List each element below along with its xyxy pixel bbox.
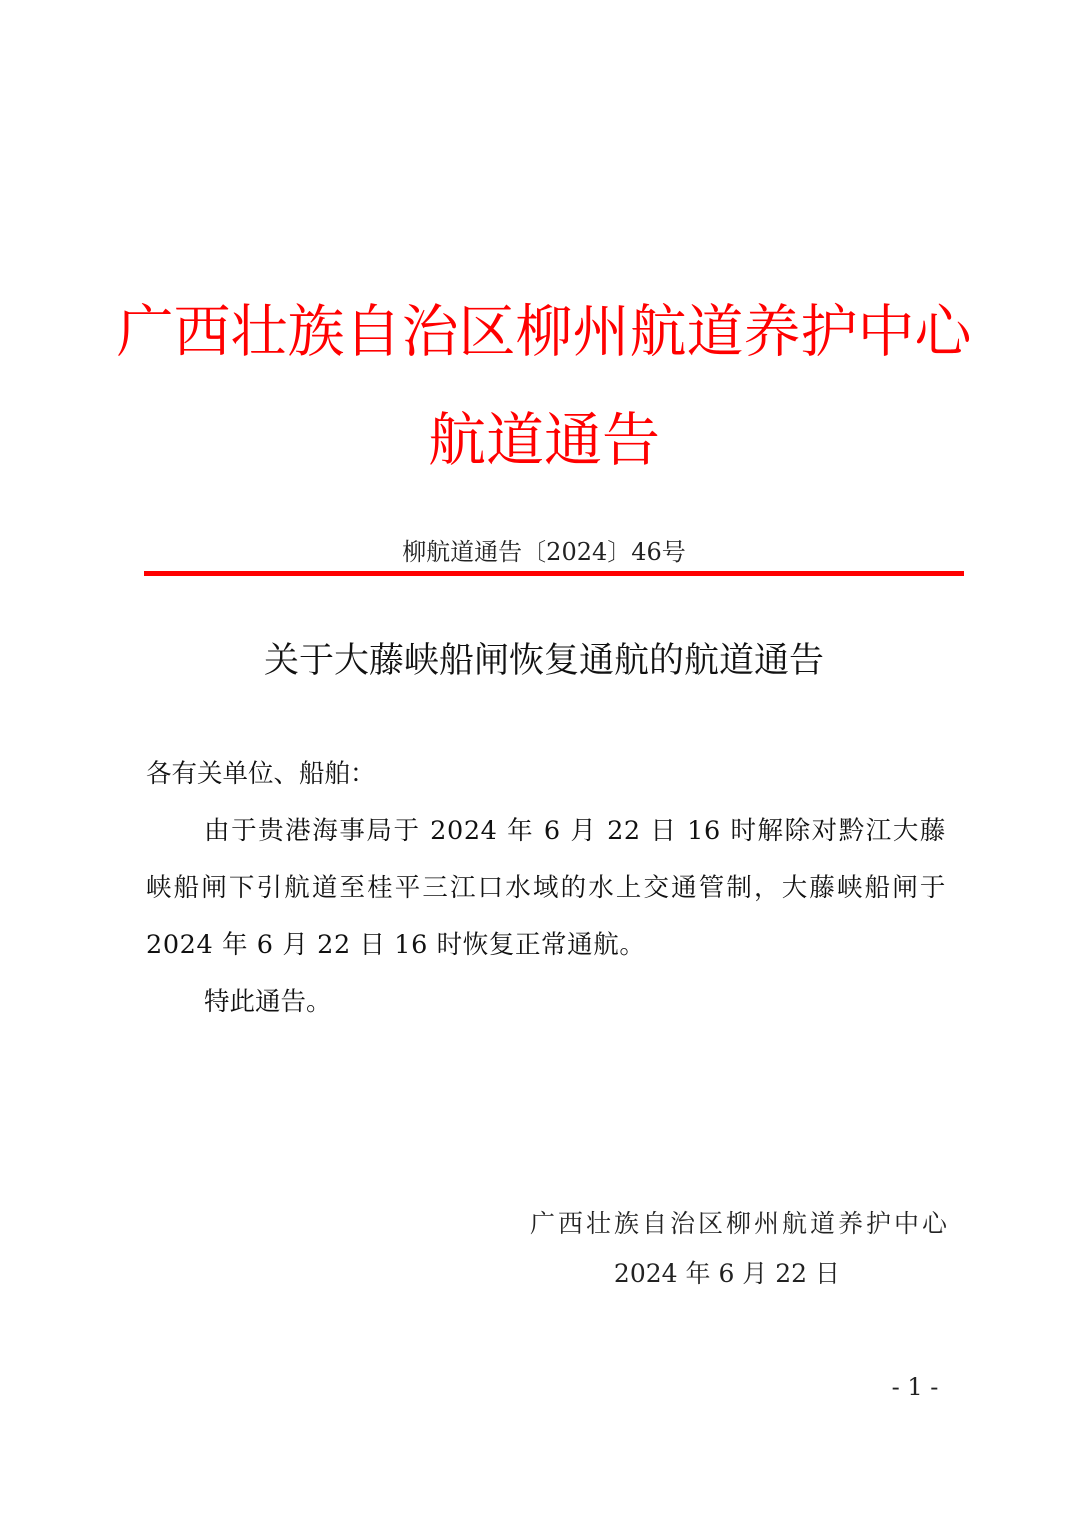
closing-remark: 特此通告。 [204,987,332,1017]
body-paragraph: 由于贵港海事局于 2024 年 6 月 22 日 16 时解除对黔江大藤峡船闸下引航道至桂平三江口水域的水上交通管制，大藤峡船闸于 2024 年 6 月 22 日 16 时恢复正常通航。 [146,816,946,960]
issuing-organization-title: 广西壮族自治区柳州航道养护中心 [116,299,972,365]
document-type-title: 航道通告 [427,406,660,474]
signature-block [500,1199,950,1299]
salutation: 各有关单位、船舶： [146,759,376,789]
red-header-divider [144,571,964,576]
notice-title: 关于大藤峡船闸恢复通航的航道通告 [263,641,824,681]
document-number: 柳航道通告〔2024〕46号 [402,538,686,566]
notice-body [146,746,946,1031]
page-number: - 1 - [891,1373,939,1401]
signature-date: 2024 年 6 月 22 日 [613,1259,840,1288]
signature-organization: 广西壮族自治区柳州航道养护中心 [529,1209,950,1238]
